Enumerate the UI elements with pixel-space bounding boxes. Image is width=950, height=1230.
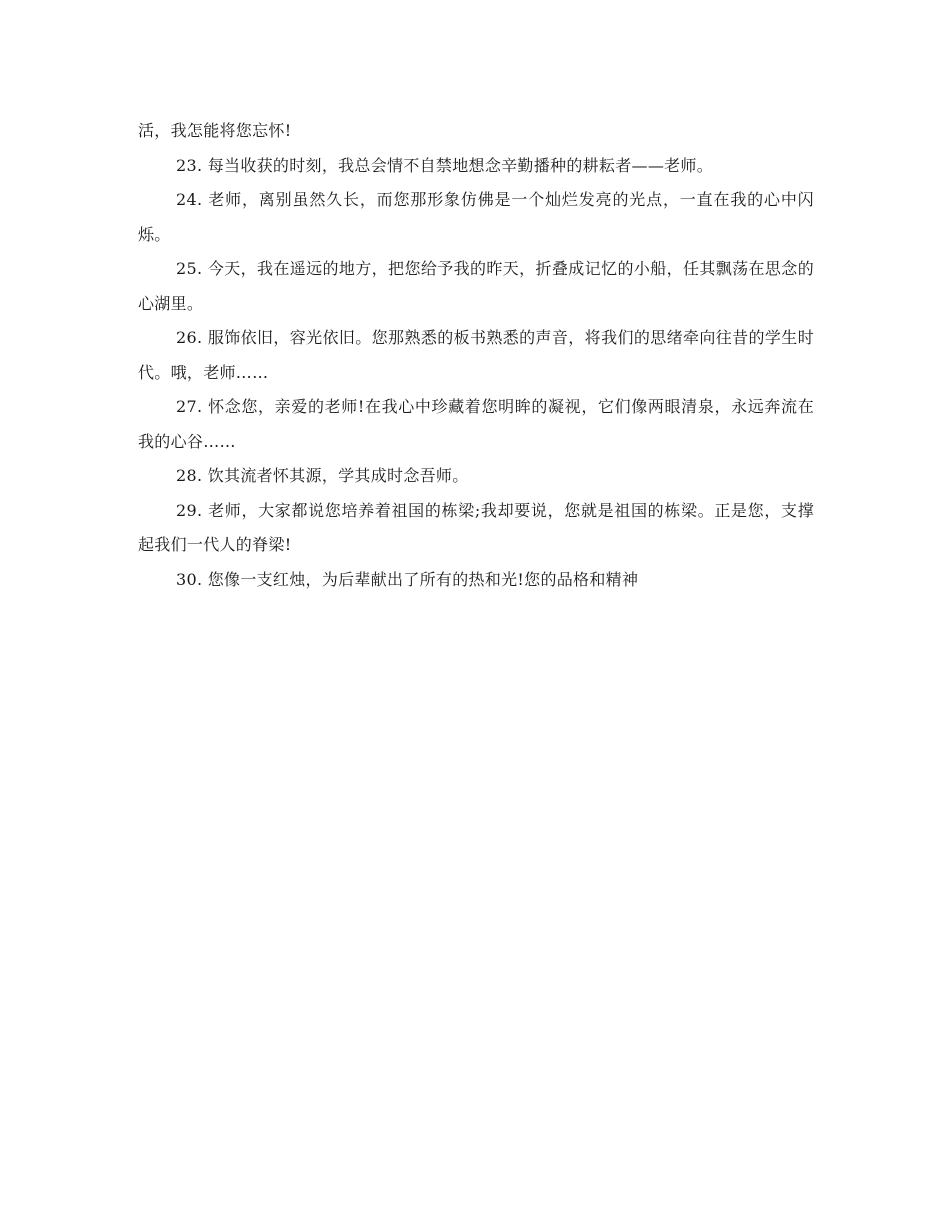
- paragraph-item-30: 30. 您像一支红烛，为后辈献出了所有的热和光!您的品格和精神: [176, 569, 639, 589]
- paragraph-item-29: 29. 老师，大家都说您培养着祖国的栋梁;我却要说，您就是祖国的栋梁。正是您，支撑起我们一代人的脊梁!: [138, 500, 814, 554]
- document-body: [138, 114, 814, 597]
- paragraph-item-27: 27. 怀念您，亲爱的老师!在我心中珍藏着您明眸的凝视，它们像两眼清泉，永远奔流在我的心谷……: [138, 397, 814, 451]
- paragraph-item-24: 24. 老师，离别虽然久长，而您那形象仿佛是一个灿烂发亮的光点，一直在我的心中闪烁。: [138, 190, 814, 244]
- paragraph-item-28: 28. 饮其流者怀其源，学其成时念吾师。: [176, 466, 469, 485]
- paragraph-item-26: 26. 服饰依旧，容光依旧。您那熟悉的板书熟悉的声音，将我们的思绪牵向往昔的学生时代。哦，老师……: [138, 328, 814, 382]
- paragraph-item-23: 23. 每当收获的时刻，我总会情不自禁地想念辛勤播种的耕耘者——老师。: [176, 155, 714, 175]
- paragraph-item-25: 25. 今天，我在遥远的地方，把您给予我的昨天，折叠成记忆的小船，任其飘荡在思念的心湖里。: [138, 259, 814, 313]
- paragraph-continuation: 活，我怎能将您忘怀!: [138, 121, 292, 140]
